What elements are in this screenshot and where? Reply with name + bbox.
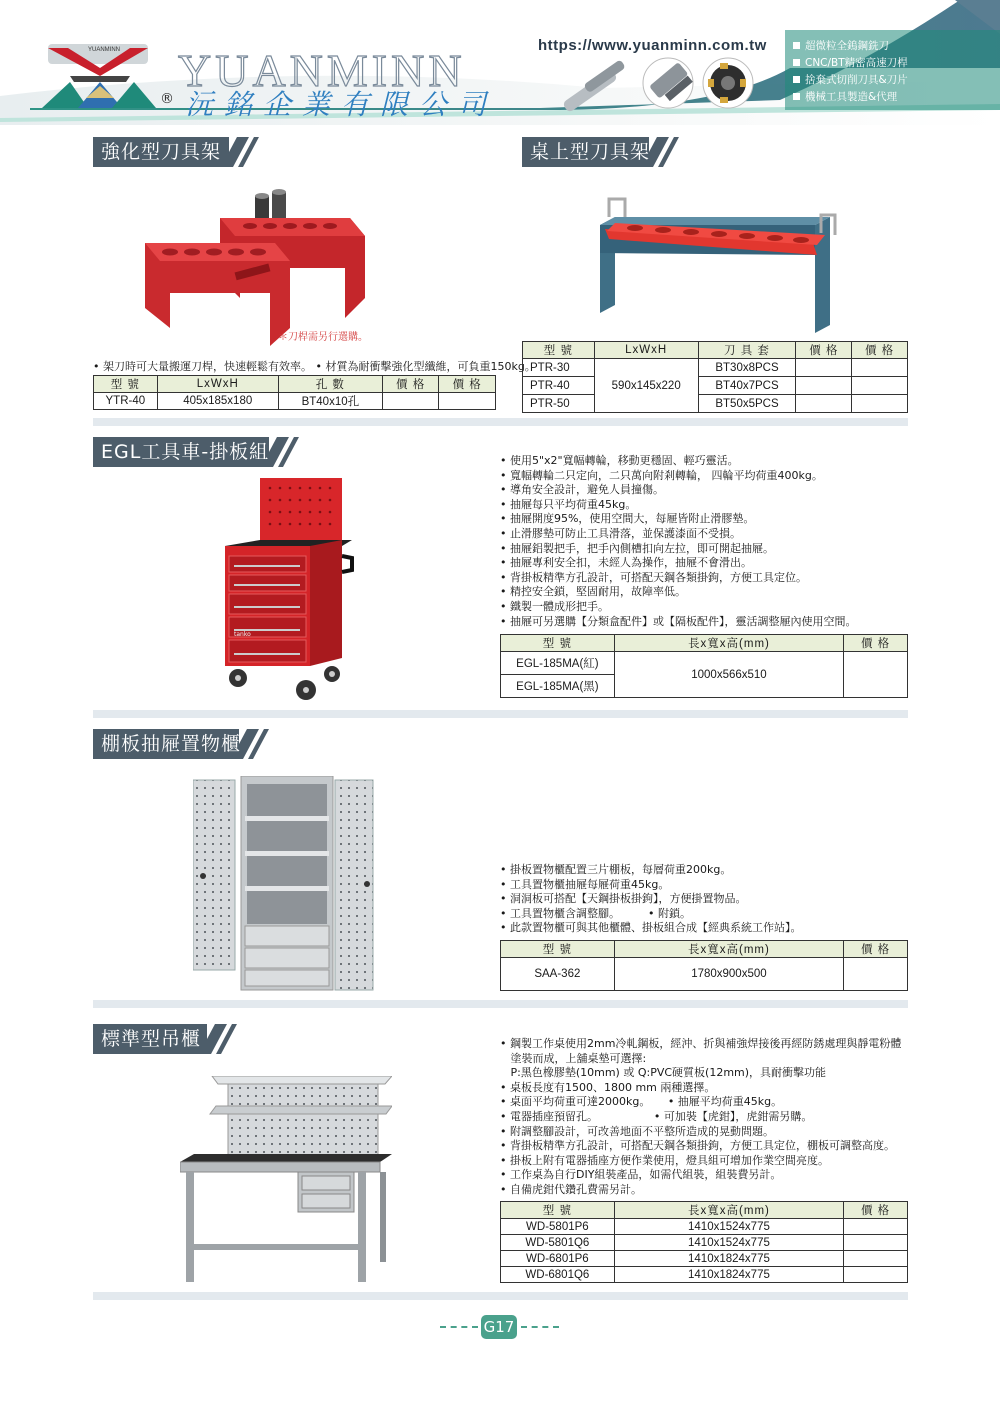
service-item: CNC/BT精密高速刀桿 <box>793 55 908 72</box>
reinforced-bullets <box>93 360 536 375</box>
egl-bullets <box>500 454 856 629</box>
table-cell: PTR-30 <box>523 359 595 377</box>
standard-bullets <box>500 1037 901 1198</box>
section-divider <box>93 1000 908 1008</box>
table-cell <box>844 958 908 991</box>
bullet-item: • 寬幅轉輪二只定向，二只萬向附剎轉輪， 四輪平均荷重400kg。 <box>500 468 823 482</box>
table-cell: EGL-185MA(紅) <box>501 652 615 675</box>
table-header: 型 號 <box>501 941 615 958</box>
table-row <box>523 395 908 413</box>
bullet-item: • 抽屜鋁製把手，把手內側槽扣向左拉，即可開起抽屜。 <box>500 541 774 555</box>
table-cell: BT30x8PCS <box>698 359 796 377</box>
table-header: LxWxH <box>157 376 278 393</box>
table-row <box>523 377 908 395</box>
bullet-item: • 工具置物櫃抽屜每屜荷重45kg。 <box>500 877 670 891</box>
cabinet-spec-table <box>500 940 908 991</box>
table-header: 價 格 <box>844 941 908 958</box>
cart-brand-label: tanko <box>234 631 251 638</box>
table-row <box>501 958 908 991</box>
table-cell: SAA-362 <box>501 958 615 991</box>
bullet-item: • 洞洞板可搭配【天鋼掛板掛鉤】，方便掛置物品。 <box>500 892 747 906</box>
table-row <box>501 1235 908 1251</box>
table-cell: BT40x10孔 <box>278 393 382 410</box>
service-list <box>793 38 908 106</box>
table-cell: 1410x1524x775 <box>614 1235 843 1251</box>
bullet-item: • 抽屜每只平均荷重45kg。 <box>500 497 637 511</box>
table-cell <box>844 1251 908 1267</box>
table-cell: WD-5801Q6 <box>501 1235 615 1251</box>
table-header: 孔 數 <box>278 376 382 393</box>
table-cell: 1410x1524x775 <box>614 1219 843 1235</box>
table-header: 價 格 <box>796 342 852 359</box>
table-cell <box>796 377 852 395</box>
table-header: 型 號 <box>501 635 615 652</box>
table-header: 價 格 <box>852 342 908 359</box>
table-cell: BT40x7PCS <box>698 377 796 395</box>
bullet-item: • 抽屜開度95%，使用空間大，每屜皆附止滑膠墊。 <box>500 512 755 526</box>
table-header: 型 號 <box>501 1202 615 1219</box>
service-item: 超微粒全鎢鋼銑刀 <box>793 38 908 55</box>
table-row <box>523 359 908 377</box>
bullet-item: • 架刀時可大量搬運刀桿，快速輕鬆有效率。 • 材質為耐衝擊強化型纖維，可負重150kg。 <box>93 360 536 373</box>
table-cell <box>844 1235 908 1251</box>
table-cell: WD-6801Q6 <box>501 1267 615 1283</box>
face-mill-image <box>703 58 753 108</box>
bullet-item: • 抽屜專利安全扣，未經人為操作，抽屜不會滑出。 <box>500 556 752 570</box>
table-cell <box>796 395 852 413</box>
table-header: 型 號 <box>94 376 158 393</box>
table-cell <box>852 395 908 413</box>
section-divider <box>93 418 908 426</box>
bullet-item: • 止滑膠墊可防止工具滑落，並保護漆面不受損。 <box>500 526 741 540</box>
egl-spec-table <box>500 634 908 698</box>
bullet-item: P:黑色橡膠墊(10mm) 或 Q:PVC硬質板(12mm)，具耐衝擊功能 <box>500 1066 827 1080</box>
bullet-item: • 工作桌為自行DIY組裝產品，如需代組裝，組裝費另計。 <box>500 1168 782 1182</box>
bullet-item: • 掛板置物櫃配置三片棚板，每層荷重200kg。 <box>500 863 732 876</box>
page-number-dash-left <box>440 1326 478 1328</box>
table-cell <box>439 393 496 410</box>
registered-mark: ® <box>160 91 174 107</box>
bullet-item: • 桌板長度有1500、1800 mm 兩種選擇。 <box>500 1080 716 1094</box>
egl-tool-cart-image <box>220 478 355 706</box>
table-row <box>501 1267 908 1283</box>
bullet-item: • 工具置物櫃含調整腳。 • 附鎖。 <box>500 906 691 920</box>
table-header: 價 格 <box>382 376 439 393</box>
table-cell: 1780x900x500 <box>614 958 843 991</box>
cabinet-bullets <box>500 863 801 936</box>
table-cell <box>382 393 439 410</box>
table-row <box>501 1251 908 1267</box>
storage-cabinet-image <box>193 776 377 992</box>
bullet-item: • 桌面平均荷重可達2000kg。 • 抽屜平均荷重45kg。 <box>500 1095 783 1109</box>
table-cell <box>844 652 908 698</box>
tool-holder-image <box>643 58 693 108</box>
table-cell: WD-5801P6 <box>501 1219 615 1235</box>
table-row <box>501 652 908 675</box>
website-url[interactable]: https://www.yuanminn.com.tw <box>538 37 767 54</box>
table-row <box>501 1219 908 1235</box>
bullet-item: • 背掛板精準方孔設計，可搭配天鋼各類掛鉤，方便工具定位，棚板可調整高度。 <box>500 1139 895 1153</box>
section-title-desktop: 桌上型刀具架 <box>522 137 682 167</box>
workbench-image <box>180 1076 392 1286</box>
logo-text: YUANMINN <box>88 47 121 53</box>
table-cell <box>852 359 908 377</box>
service-item: 捨棄式切削刀具&刀片 <box>793 72 908 89</box>
table-cell: PTR-40 <box>523 377 595 395</box>
table-cell: 405x185x180 <box>157 393 278 410</box>
bullet-item: • 精控安全鎖，堅固耐用，故障率低。 <box>500 585 686 599</box>
bullet-item: • 電器插座預留孔。 • 可加裝【虎鉗】，虎鉗需另購。 <box>500 1109 813 1123</box>
table-cell <box>796 359 852 377</box>
section-title-standard: 標準型吊櫃 <box>93 1024 243 1054</box>
bullet-item: • 此款置物櫃可與其他櫃體、掛板組合成【經典系統工作站】。 <box>500 921 802 935</box>
section-divider <box>93 710 908 718</box>
reinforced-spec-table <box>93 375 496 410</box>
table-header: 型 號 <box>523 342 595 359</box>
service-item: 機械工具製造&代理 <box>793 89 908 106</box>
table-cell: WD-6801P6 <box>501 1251 615 1267</box>
table-cell: 590x145x220 <box>594 359 698 413</box>
bullet-item: • 使用5"x2"寬幅轉輪，移動更穩固、輕巧靈活。 <box>500 454 739 467</box>
reinforced-note: ＊刀桿需另行選購。 <box>278 332 368 343</box>
table-header: 價 格 <box>844 1202 908 1219</box>
standard-spec-table <box>500 1201 908 1283</box>
page-header <box>0 0 1000 125</box>
bullet-item: • 導角安全設計，避免人員撞傷。 <box>500 483 664 497</box>
bullet-item: • 鋼製工作桌使用2mm冷軋鋼板，經沖、折與補強焊接後再經防銹處理與靜電粉體 <box>500 1037 902 1050</box>
table-cell: EGL-185MA(黑) <box>501 675 615 698</box>
desktop-tool-rack-image <box>595 195 840 335</box>
table-header: 長x寬x高(mm) <box>614 635 843 652</box>
table-row <box>94 393 496 410</box>
table-header: 價 格 <box>844 635 908 652</box>
table-header: 長x寬x高(mm) <box>614 941 843 958</box>
table-header: 價 格 <box>439 376 496 393</box>
page-number-dash-right <box>521 1326 559 1328</box>
brand-name-zh: 沅銘企業有限公司 <box>185 88 498 121</box>
tool-images <box>560 55 790 113</box>
table-cell: PTR-50 <box>523 395 595 413</box>
table-header: 刀 具 套 <box>698 342 796 359</box>
table-cell: 1410x1824x775 <box>614 1267 843 1283</box>
end-mill-image <box>562 59 626 113</box>
table-cell <box>852 377 908 395</box>
bullet-item: • 背掛板精準方孔設計，可搭配天鋼各類掛鉤，方便工具定位。 <box>500 570 807 584</box>
desktop-spec-table <box>522 341 908 413</box>
bullet-item: • 抽屜可另選購【分類盒配件】或【隔板配件】，靈活調整屜內使用空間。 <box>500 614 857 628</box>
section-title-egl: EGL工具車-掛板組 <box>93 437 303 467</box>
table-header: LxWxH <box>594 342 698 359</box>
bullet-item: • 附調整腳設計，可改善地面不平整所造成的晃動問題。 <box>500 1124 774 1138</box>
section-title-cabinet: 棚板抽屜置物櫃 <box>93 729 273 759</box>
bullet-item: 塗裝而成，上舖桌墊可選擇: <box>500 1051 647 1065</box>
table-header: 長x寬x高(mm) <box>614 1202 843 1219</box>
section-divider <box>93 1292 908 1300</box>
table-cell <box>844 1219 908 1235</box>
table-cell: 1410x1824x775 <box>614 1251 843 1267</box>
bullet-item: • 自備虎鉗代鑽孔費需另計。 <box>500 1182 642 1196</box>
page-number: G17 <box>481 1315 517 1339</box>
table-cell: 1000x566x510 <box>614 652 843 698</box>
bullet-item: • 掛板上附有電器插座方便作業使用，燈具組可增加作業空間亮度。 <box>500 1153 829 1167</box>
table-cell <box>844 1267 908 1283</box>
section-title-reinforced: 強化型刀具架 <box>93 137 263 167</box>
table-cell: YTR-40 <box>94 393 158 410</box>
table-cell: BT50x5PCS <box>698 395 796 413</box>
brand-name-en: YUANMINN <box>178 45 466 96</box>
bullet-item: • 鐵製一體成形把手。 <box>500 599 609 613</box>
